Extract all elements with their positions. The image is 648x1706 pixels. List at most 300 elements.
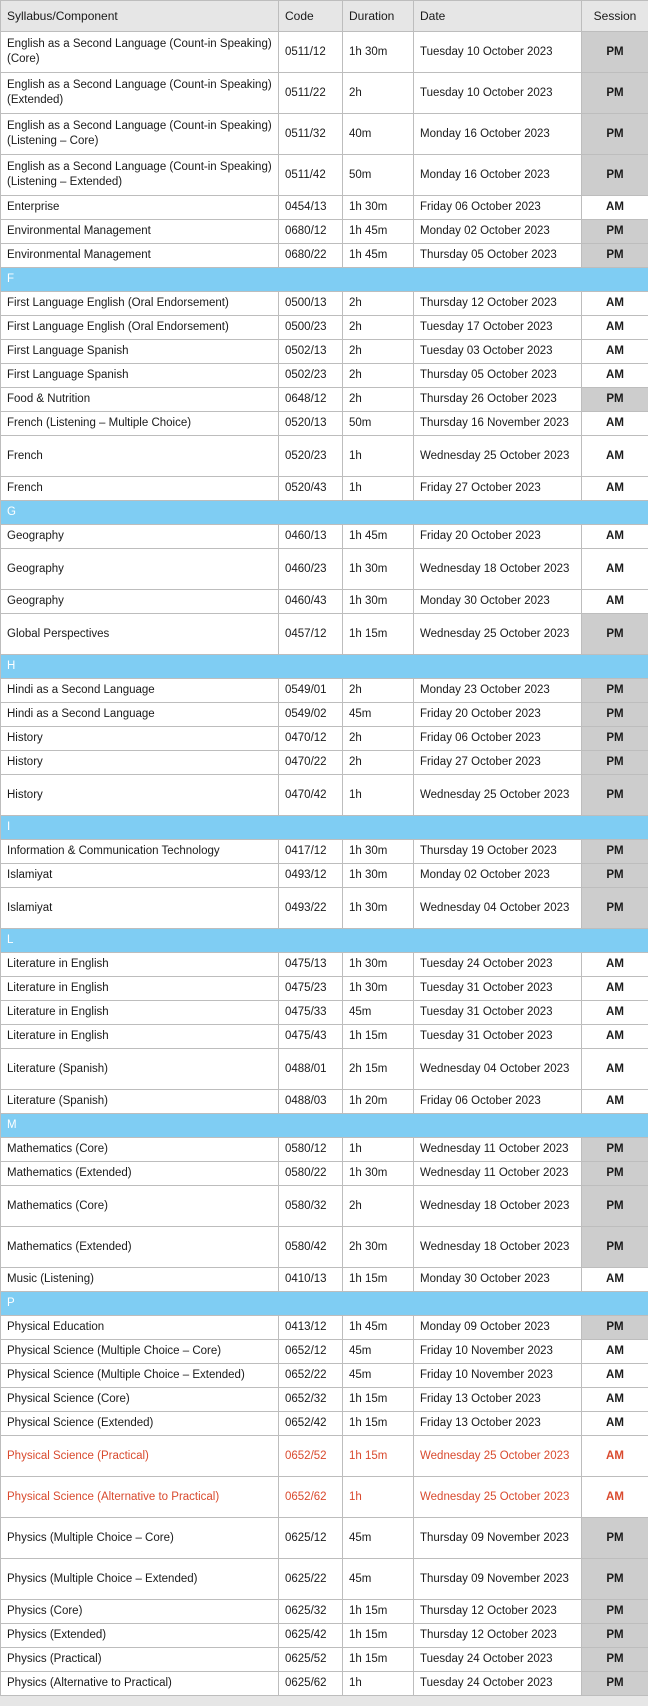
session-cell: AM [582, 590, 648, 614]
syllabus-cell: History [1, 775, 279, 816]
footer-strip [0, 1696, 648, 1706]
section-divider [1, 655, 648, 679]
date-cell: Thursday 12 October 2023 [414, 1624, 582, 1648]
code-cell: 0413/12 [279, 1316, 343, 1340]
syllabus-cell: Mathematics (Core) [1, 1186, 279, 1227]
syllabus-cell: Physical Science (Alternative to Practical) [1, 1477, 279, 1518]
table-row [1, 549, 648, 590]
duration-cell: 2h [343, 364, 414, 388]
syllabus-cell: Physics (Alternative to Practical) [1, 1672, 279, 1696]
syllabus-cell: History [1, 727, 279, 751]
code-cell: 0520/43 [279, 477, 343, 501]
session-cell: AM [582, 316, 648, 340]
code-cell: 0511/22 [279, 73, 343, 114]
date-cell: Wednesday 25 October 2023 [414, 775, 582, 816]
syllabus-cell: Literature in English [1, 953, 279, 977]
date-cell: Wednesday 11 October 2023 [414, 1138, 582, 1162]
table-row [1, 477, 648, 501]
syllabus-cell: Environmental Management [1, 244, 279, 268]
session-cell: PM [582, 1316, 648, 1340]
session-cell: PM [582, 114, 648, 155]
duration-cell: 1h [343, 1138, 414, 1162]
session-cell: PM [582, 1559, 648, 1600]
table-row [1, 1364, 648, 1388]
code-cell: 0580/32 [279, 1186, 343, 1227]
session-cell: PM [582, 614, 648, 655]
session-cell: PM [582, 1138, 648, 1162]
table-row [1, 703, 648, 727]
table-row [1, 1388, 648, 1412]
date-cell: Monday 09 October 2023 [414, 1316, 582, 1340]
table-row [1, 1186, 648, 1227]
header-syllabus: Syllabus/Component [1, 1, 279, 32]
date-cell: Monday 16 October 2023 [414, 155, 582, 196]
code-cell: 0511/42 [279, 155, 343, 196]
date-cell: Friday 10 November 2023 [414, 1364, 582, 1388]
table-row [1, 244, 648, 268]
syllabus-cell: History [1, 751, 279, 775]
duration-cell: 1h 15m [343, 1268, 414, 1292]
syllabus-cell: Physics (Multiple Choice – Core) [1, 1518, 279, 1559]
table-row [1, 888, 648, 929]
syllabus-cell: Physical Education [1, 1316, 279, 1340]
code-cell: 0625/22 [279, 1559, 343, 1600]
date-cell: Monday 30 October 2023 [414, 1268, 582, 1292]
date-cell: Tuesday 31 October 2023 [414, 1025, 582, 1049]
duration-cell: 45m [343, 703, 414, 727]
session-cell: AM [582, 1436, 648, 1477]
header-row [1, 1, 648, 32]
session-cell: AM [582, 340, 648, 364]
date-cell: Wednesday 04 October 2023 [414, 888, 582, 929]
date-cell: Wednesday 25 October 2023 [414, 1477, 582, 1518]
date-cell: Monday 02 October 2023 [414, 864, 582, 888]
table-row [1, 73, 648, 114]
table-row [1, 155, 648, 196]
syllabus-cell: French [1, 436, 279, 477]
table-row [1, 1477, 648, 1518]
duration-cell: 1h 30m [343, 32, 414, 73]
date-cell: Thursday 09 November 2023 [414, 1559, 582, 1600]
duration-cell: 2h [343, 292, 414, 316]
table-row [1, 1138, 648, 1162]
section-letter: I [1, 816, 648, 840]
code-cell: 0500/23 [279, 316, 343, 340]
session-cell: PM [582, 1518, 648, 1559]
duration-cell: 2h 15m [343, 1049, 414, 1090]
date-cell: Friday 13 October 2023 [414, 1412, 582, 1436]
code-cell: 0625/32 [279, 1600, 343, 1624]
table-row [1, 1049, 648, 1090]
header-date: Date [414, 1, 582, 32]
session-cell: AM [582, 953, 648, 977]
section-divider [1, 1114, 648, 1138]
duration-cell: 1h 30m [343, 888, 414, 929]
date-cell: Thursday 09 November 2023 [414, 1518, 582, 1559]
table-row [1, 388, 648, 412]
section-letter: F [1, 268, 648, 292]
syllabus-cell: Mathematics (Extended) [1, 1227, 279, 1268]
date-cell: Thursday 19 October 2023 [414, 840, 582, 864]
syllabus-cell: English as a Second Language (Count-in Speaking) (Core) [1, 32, 279, 73]
duration-cell: 45m [343, 1001, 414, 1025]
table-row [1, 1412, 648, 1436]
date-cell: Tuesday 10 October 2023 [414, 73, 582, 114]
duration-cell: 45m [343, 1340, 414, 1364]
duration-cell: 2h [343, 316, 414, 340]
table-row [1, 1648, 648, 1672]
section-letter: P [1, 1292, 648, 1316]
code-cell: 0625/42 [279, 1624, 343, 1648]
session-cell: AM [582, 525, 648, 549]
table-row [1, 196, 648, 220]
duration-cell: 1h 45m [343, 220, 414, 244]
syllabus-cell: Environmental Management [1, 220, 279, 244]
date-cell: Tuesday 24 October 2023 [414, 953, 582, 977]
code-cell: 0625/52 [279, 1648, 343, 1672]
syllabus-cell: Physics (Extended) [1, 1624, 279, 1648]
code-cell: 0475/13 [279, 953, 343, 977]
table-row [1, 1600, 648, 1624]
duration-cell: 1h 15m [343, 1025, 414, 1049]
header-code: Code [279, 1, 343, 32]
session-cell: AM [582, 477, 648, 501]
table-row [1, 316, 648, 340]
session-cell: AM [582, 1364, 648, 1388]
session-cell: PM [582, 703, 648, 727]
date-cell: Wednesday 18 October 2023 [414, 549, 582, 590]
syllabus-cell: Hindi as a Second Language [1, 679, 279, 703]
syllabus-cell: English as a Second Language (Count-in Speaking) (Listening – Core) [1, 114, 279, 155]
session-cell: AM [582, 1049, 648, 1090]
duration-cell: 1h 15m [343, 1600, 414, 1624]
table-row [1, 614, 648, 655]
date-cell: Friday 27 October 2023 [414, 477, 582, 501]
date-cell: Wednesday 18 October 2023 [414, 1186, 582, 1227]
duration-cell: 1h 15m [343, 1436, 414, 1477]
date-cell: Monday 30 October 2023 [414, 590, 582, 614]
session-cell: PM [582, 1600, 648, 1624]
session-cell: AM [582, 549, 648, 590]
syllabus-cell: Geography [1, 549, 279, 590]
date-cell: Friday 06 October 2023 [414, 1090, 582, 1114]
session-cell: AM [582, 1001, 648, 1025]
syllabus-cell: Hindi as a Second Language [1, 703, 279, 727]
syllabus-cell: Literature in English [1, 1001, 279, 1025]
session-cell: AM [582, 1388, 648, 1412]
duration-cell: 1h [343, 775, 414, 816]
table-row [1, 840, 648, 864]
syllabus-cell: Global Perspectives [1, 614, 279, 655]
table-row [1, 751, 648, 775]
syllabus-cell: First Language English (Oral Endorsement) [1, 292, 279, 316]
session-cell: PM [582, 1648, 648, 1672]
duration-cell: 1h 30m [343, 590, 414, 614]
syllabus-cell: Literature (Spanish) [1, 1049, 279, 1090]
date-cell: Monday 02 October 2023 [414, 220, 582, 244]
session-cell: AM [582, 1268, 648, 1292]
syllabus-cell: Geography [1, 590, 279, 614]
section-divider [1, 268, 648, 292]
date-cell: Friday 06 October 2023 [414, 727, 582, 751]
session-cell: PM [582, 388, 648, 412]
date-cell: Wednesday 04 October 2023 [414, 1049, 582, 1090]
date-cell: Friday 20 October 2023 [414, 703, 582, 727]
code-cell: 0648/12 [279, 388, 343, 412]
session-cell: AM [582, 1090, 648, 1114]
session-cell: PM [582, 32, 648, 73]
session-cell: PM [582, 1672, 648, 1696]
syllabus-cell: Mathematics (Extended) [1, 1162, 279, 1186]
code-cell: 0502/13 [279, 340, 343, 364]
code-cell: 0680/12 [279, 220, 343, 244]
table-row [1, 114, 648, 155]
table-row [1, 1672, 648, 1696]
session-cell: PM [582, 1162, 648, 1186]
section-divider [1, 929, 648, 953]
table-row [1, 32, 648, 73]
table-row [1, 340, 648, 364]
syllabus-cell: Literature (Spanish) [1, 1090, 279, 1114]
syllabus-cell: Physics (Multiple Choice – Extended) [1, 1559, 279, 1600]
syllabus-cell: First Language Spanish [1, 340, 279, 364]
duration-cell: 45m [343, 1518, 414, 1559]
syllabus-cell: Physical Science (Multiple Choice – Extended) [1, 1364, 279, 1388]
table-row [1, 977, 648, 1001]
session-cell: PM [582, 220, 648, 244]
header-session: Session [582, 1, 648, 32]
code-cell: 0652/22 [279, 1364, 343, 1388]
duration-cell: 2h 30m [343, 1227, 414, 1268]
code-cell: 0470/42 [279, 775, 343, 816]
code-cell: 0652/12 [279, 1340, 343, 1364]
table-row [1, 1518, 648, 1559]
code-cell: 0520/23 [279, 436, 343, 477]
duration-cell: 1h 45m [343, 1316, 414, 1340]
syllabus-cell: French [1, 477, 279, 501]
table-row [1, 1090, 648, 1114]
date-cell: Wednesday 25 October 2023 [414, 614, 582, 655]
table-row [1, 727, 648, 751]
session-cell: PM [582, 727, 648, 751]
duration-cell: 50m [343, 155, 414, 196]
duration-cell: 2h [343, 340, 414, 364]
syllabus-cell: Enterprise [1, 196, 279, 220]
date-cell: Tuesday 31 October 2023 [414, 977, 582, 1001]
code-cell: 0549/01 [279, 679, 343, 703]
table-row [1, 220, 648, 244]
date-cell: Thursday 26 October 2023 [414, 388, 582, 412]
table-row [1, 1001, 648, 1025]
syllabus-cell: Food & Nutrition [1, 388, 279, 412]
code-cell: 0625/62 [279, 1672, 343, 1696]
table-row [1, 1268, 648, 1292]
timetable-body [1, 32, 648, 1696]
syllabus-cell: Geography [1, 525, 279, 549]
syllabus-cell: Music (Listening) [1, 1268, 279, 1292]
table-row [1, 525, 648, 549]
syllabus-cell: Physics (Core) [1, 1600, 279, 1624]
duration-cell: 1h [343, 477, 414, 501]
session-cell: PM [582, 864, 648, 888]
date-cell: Tuesday 31 October 2023 [414, 1001, 582, 1025]
date-cell: Wednesday 11 October 2023 [414, 1162, 582, 1186]
syllabus-cell: Physical Science (Multiple Choice – Core) [1, 1340, 279, 1364]
duration-cell: 1h 30m [343, 864, 414, 888]
syllabus-cell: Information & Communication Technology [1, 840, 279, 864]
date-cell: Tuesday 24 October 2023 [414, 1672, 582, 1696]
table-row [1, 1162, 648, 1186]
table-row [1, 953, 648, 977]
section-letter: G [1, 501, 648, 525]
session-cell: PM [582, 751, 648, 775]
table-row [1, 590, 648, 614]
session-cell: AM [582, 1477, 648, 1518]
code-cell: 0470/12 [279, 727, 343, 751]
syllabus-cell: French (Listening – Multiple Choice) [1, 412, 279, 436]
date-cell: Wednesday 18 October 2023 [414, 1227, 582, 1268]
session-cell: AM [582, 412, 648, 436]
date-cell: Thursday 05 October 2023 [414, 364, 582, 388]
date-cell: Thursday 12 October 2023 [414, 292, 582, 316]
session-cell: PM [582, 679, 648, 703]
code-cell: 0500/13 [279, 292, 343, 316]
session-cell: PM [582, 840, 648, 864]
table-row [1, 1559, 648, 1600]
session-cell: AM [582, 196, 648, 220]
code-cell: 0680/22 [279, 244, 343, 268]
duration-cell: 1h 15m [343, 1648, 414, 1672]
duration-cell: 2h [343, 679, 414, 703]
session-cell: PM [582, 888, 648, 929]
syllabus-cell: First Language English (Oral Endorsement) [1, 316, 279, 340]
session-cell: PM [582, 1227, 648, 1268]
syllabus-cell: Literature in English [1, 977, 279, 1001]
table-row [1, 864, 648, 888]
code-cell: 0652/42 [279, 1412, 343, 1436]
table-row [1, 1340, 648, 1364]
duration-cell: 2h [343, 751, 414, 775]
duration-cell: 2h [343, 1186, 414, 1227]
session-cell: PM [582, 73, 648, 114]
duration-cell: 1h 45m [343, 244, 414, 268]
duration-cell: 1h 30m [343, 1162, 414, 1186]
code-cell: 0580/42 [279, 1227, 343, 1268]
duration-cell: 1h 15m [343, 1388, 414, 1412]
code-cell: 0488/01 [279, 1049, 343, 1090]
syllabus-cell: Physical Science (Core) [1, 1388, 279, 1412]
syllabus-cell: Islamiyat [1, 864, 279, 888]
code-cell: 0417/12 [279, 840, 343, 864]
date-cell: Thursday 05 October 2023 [414, 244, 582, 268]
duration-cell: 1h 15m [343, 614, 414, 655]
code-cell: 0511/32 [279, 114, 343, 155]
code-cell: 0652/52 [279, 1436, 343, 1477]
duration-cell: 2h [343, 388, 414, 412]
session-cell: AM [582, 1412, 648, 1436]
section-divider [1, 1292, 648, 1316]
duration-cell: 1h 30m [343, 953, 414, 977]
session-cell: AM [582, 364, 648, 388]
session-cell: PM [582, 775, 648, 816]
duration-cell: 45m [343, 1559, 414, 1600]
date-cell: Friday 06 October 2023 [414, 196, 582, 220]
duration-cell: 2h [343, 73, 414, 114]
code-cell: 0475/43 [279, 1025, 343, 1049]
code-cell: 0460/23 [279, 549, 343, 590]
code-cell: 0470/22 [279, 751, 343, 775]
syllabus-cell: First Language Spanish [1, 364, 279, 388]
code-cell: 0460/43 [279, 590, 343, 614]
duration-cell: 45m [343, 1364, 414, 1388]
session-cell: AM [582, 292, 648, 316]
session-cell: AM [582, 1340, 648, 1364]
duration-cell: 2h [343, 727, 414, 751]
duration-cell: 1h 30m [343, 196, 414, 220]
date-cell: Monday 23 October 2023 [414, 679, 582, 703]
code-cell: 0652/32 [279, 1388, 343, 1412]
code-cell: 0511/12 [279, 32, 343, 73]
duration-cell: 1h 30m [343, 840, 414, 864]
duration-cell: 1h [343, 1477, 414, 1518]
code-cell: 0652/62 [279, 1477, 343, 1518]
code-cell: 0502/23 [279, 364, 343, 388]
table-row [1, 436, 648, 477]
duration-cell: 1h 30m [343, 977, 414, 1001]
section-divider [1, 816, 648, 840]
table-row [1, 1624, 648, 1648]
code-cell: 0475/33 [279, 1001, 343, 1025]
date-cell: Friday 10 November 2023 [414, 1340, 582, 1364]
table-row [1, 1436, 648, 1477]
table-row [1, 364, 648, 388]
date-cell: Friday 20 October 2023 [414, 525, 582, 549]
header-duration: Duration [343, 1, 414, 32]
duration-cell: 50m [343, 412, 414, 436]
date-cell: Friday 27 October 2023 [414, 751, 582, 775]
code-cell: 0493/12 [279, 864, 343, 888]
duration-cell: 1h 15m [343, 1624, 414, 1648]
session-cell: PM [582, 244, 648, 268]
table-row [1, 775, 648, 816]
duration-cell: 1h [343, 436, 414, 477]
date-cell: Friday 13 October 2023 [414, 1388, 582, 1412]
date-cell: Monday 16 October 2023 [414, 114, 582, 155]
code-cell: 0580/12 [279, 1138, 343, 1162]
table-row [1, 1025, 648, 1049]
table-row [1, 1227, 648, 1268]
syllabus-cell: Mathematics (Core) [1, 1138, 279, 1162]
syllabus-cell: Physics (Practical) [1, 1648, 279, 1672]
date-cell: Wednesday 25 October 2023 [414, 1436, 582, 1477]
code-cell: 0549/02 [279, 703, 343, 727]
date-cell: Tuesday 17 October 2023 [414, 316, 582, 340]
duration-cell: 40m [343, 114, 414, 155]
section-divider [1, 501, 648, 525]
date-cell: Thursday 12 October 2023 [414, 1600, 582, 1624]
syllabus-cell: Islamiyat [1, 888, 279, 929]
code-cell: 0520/13 [279, 412, 343, 436]
code-cell: 0454/13 [279, 196, 343, 220]
section-letter: L [1, 929, 648, 953]
table-row [1, 679, 648, 703]
code-cell: 0580/22 [279, 1162, 343, 1186]
code-cell: 0410/13 [279, 1268, 343, 1292]
session-cell: PM [582, 1186, 648, 1227]
syllabus-cell: English as a Second Language (Count-in Speaking) (Listening – Extended) [1, 155, 279, 196]
code-cell: 0625/12 [279, 1518, 343, 1559]
session-cell: PM [582, 155, 648, 196]
